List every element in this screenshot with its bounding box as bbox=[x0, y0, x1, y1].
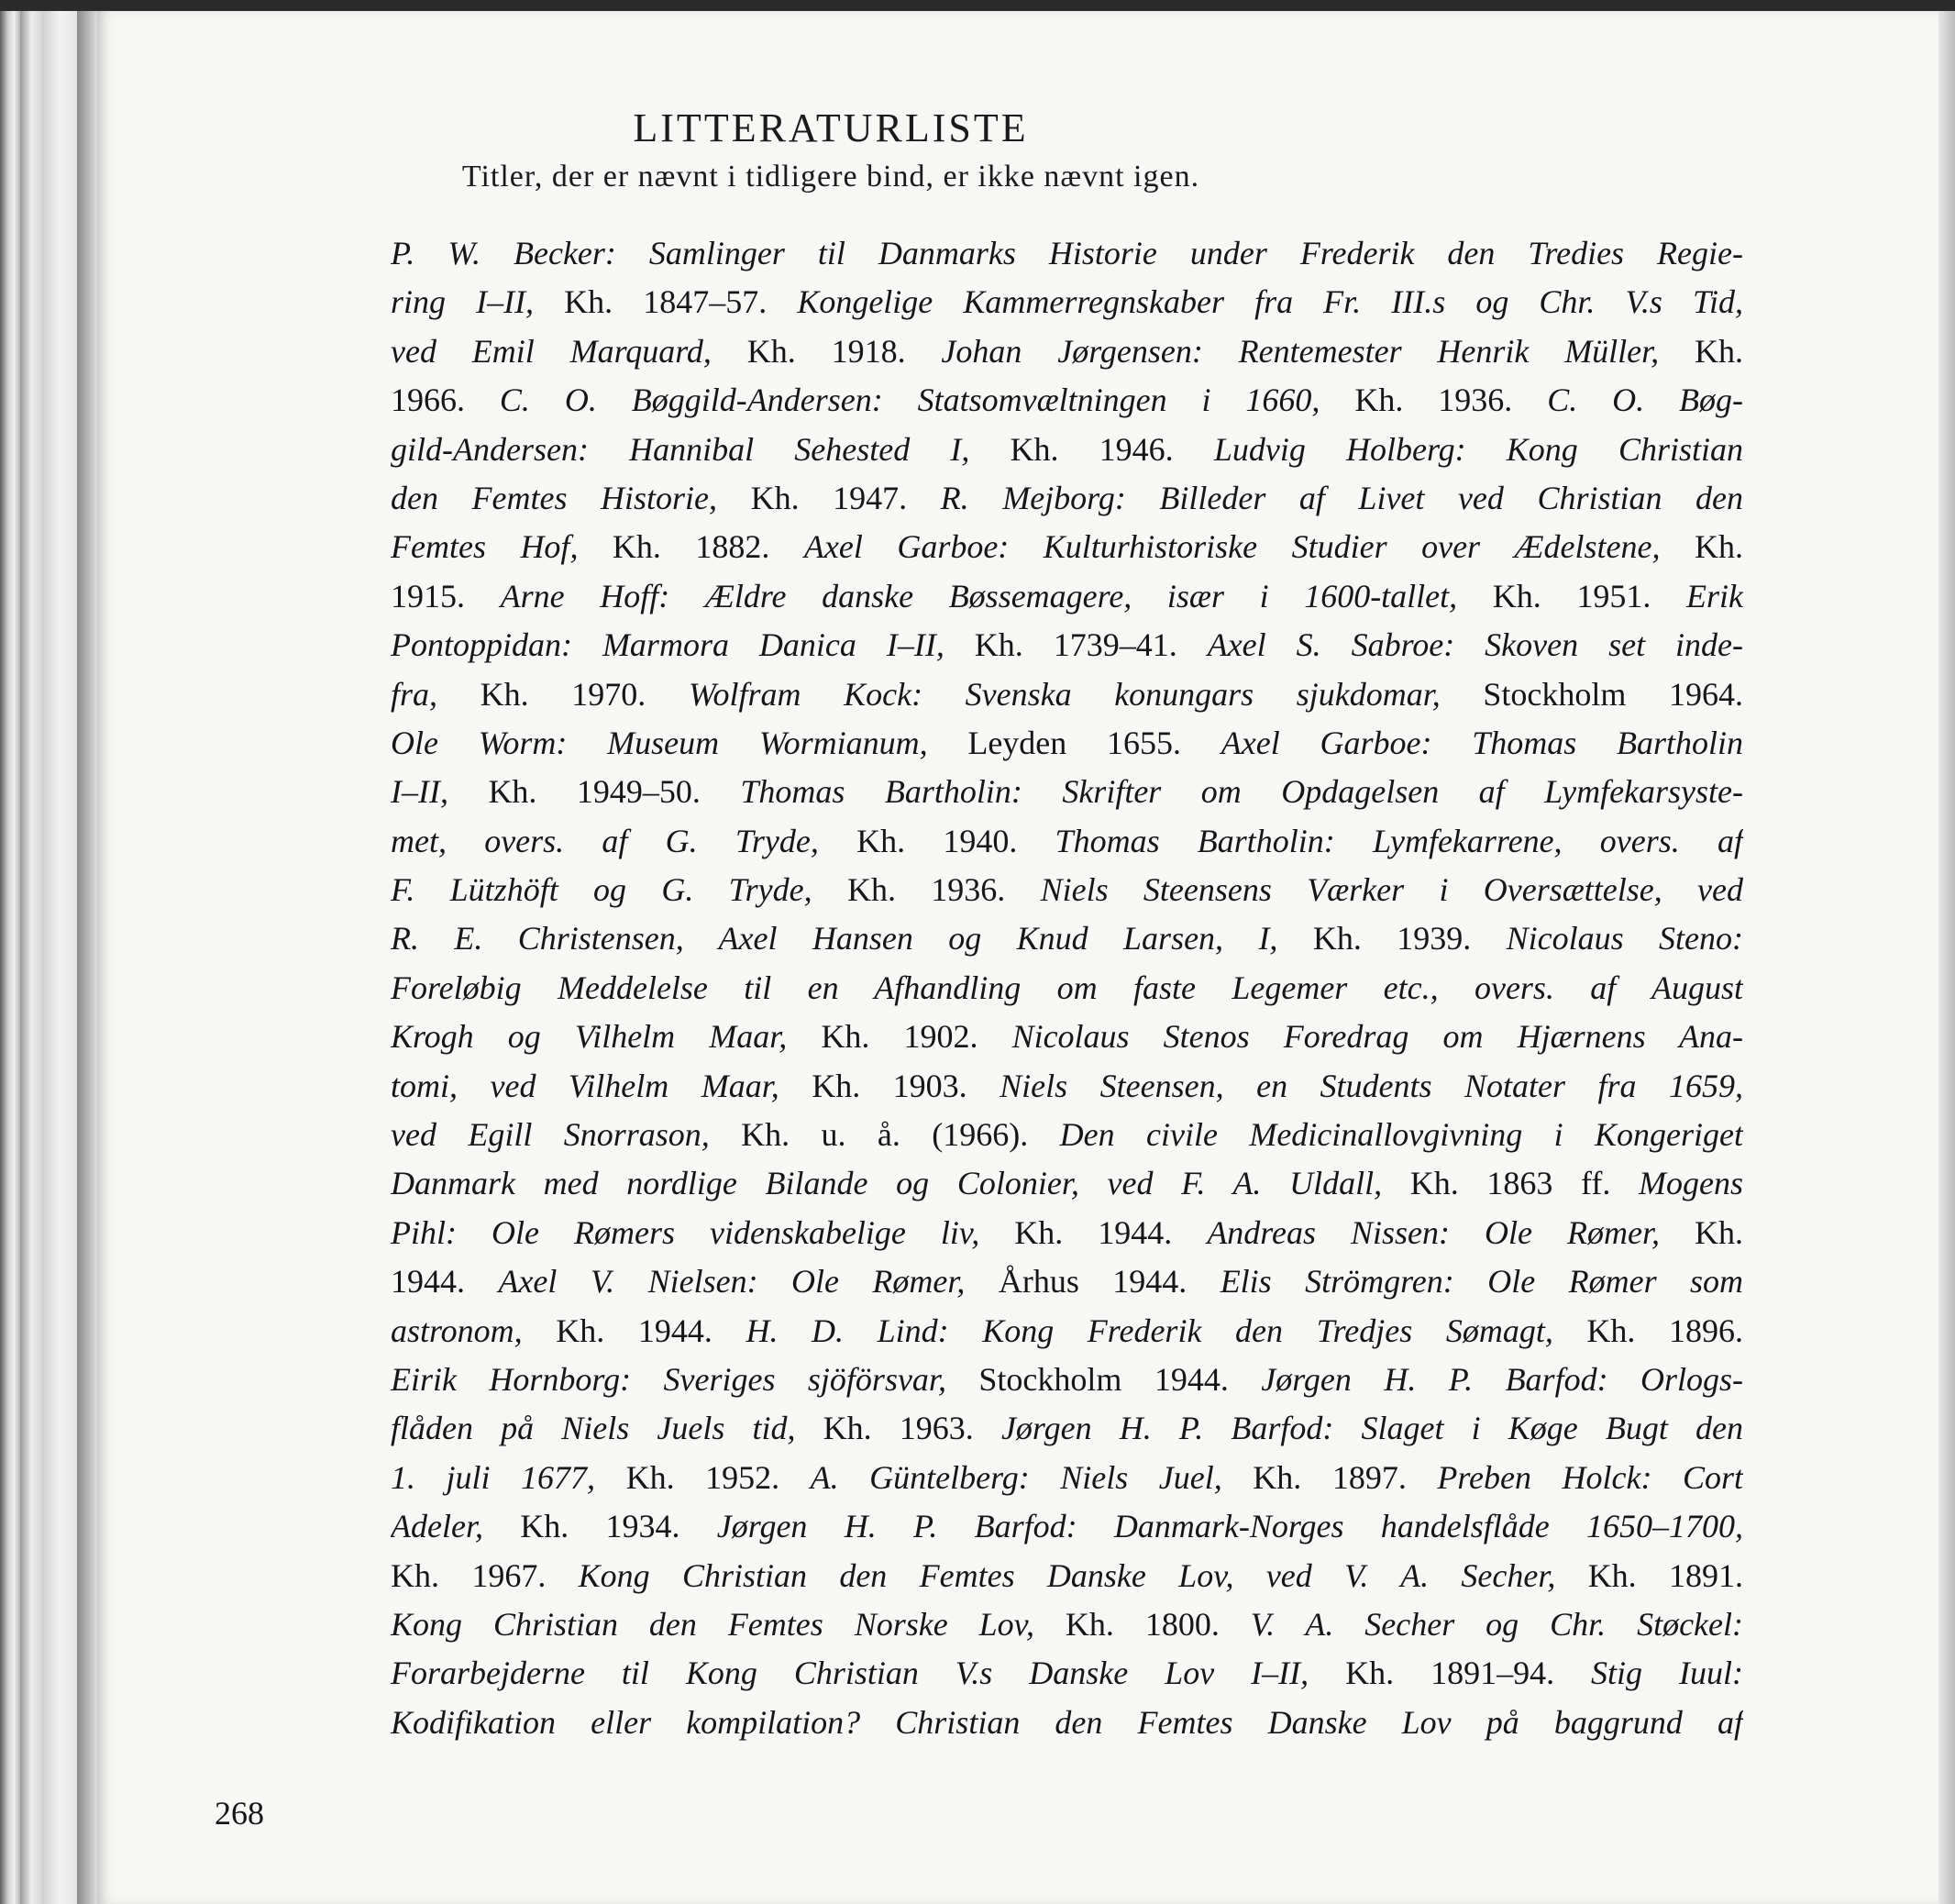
italic-segment: Ole Worm: Museum Wormianum, bbox=[391, 724, 968, 761]
text-line bbox=[391, 1209, 1743, 1257]
text-line bbox=[391, 719, 1743, 768]
italic-segment: Forarbejderne til Kong Christian V.s Danske Lov I–II, bbox=[391, 1655, 1346, 1692]
text-line bbox=[391, 1649, 1743, 1698]
italic-segment: Nicolaus Steno: bbox=[1506, 920, 1743, 958]
roman-segment: Stockholm 1944. bbox=[978, 1360, 1262, 1398]
roman-segment: Leyden 1655. bbox=[967, 724, 1221, 761]
italic-segment: Danmark med nordlige Bilande og Colonier, ved F. A. Uldall, bbox=[391, 1165, 1410, 1202]
text-line bbox=[391, 1307, 1743, 1356]
italic-segment: Den civile Medicinallovgivning i Kongeriget bbox=[1059, 1116, 1743, 1154]
text-line bbox=[391, 1552, 1743, 1600]
italic-segment: Mogens bbox=[1639, 1165, 1743, 1202]
text-line bbox=[391, 621, 1743, 670]
text-line bbox=[391, 1600, 1743, 1649]
roman-segment: Kh. u. å. (1966). bbox=[741, 1116, 1060, 1154]
text-line bbox=[391, 1454, 1743, 1502]
roman-segment: 1915. bbox=[391, 577, 501, 614]
italic-segment: 1. juli 1677, bbox=[391, 1458, 626, 1496]
italic-segment: ved Egill Snorrason, bbox=[391, 1116, 742, 1154]
text-line bbox=[391, 1062, 1743, 1111]
italic-segment: Thomas Bartholin: Lymfekarrene, overs. af bbox=[1055, 822, 1743, 859]
roman-segment: Stockholm 1964. bbox=[1483, 675, 1743, 713]
text-line bbox=[391, 866, 1743, 914]
text-line bbox=[391, 278, 1743, 327]
italic-segment: fra, bbox=[391, 675, 480, 713]
italic-segment: tomi, ved Vilhelm Maar, bbox=[391, 1067, 812, 1104]
italic-segment: Nicolaus Stenos Foredrag om Hjærnens Ana- bbox=[1011, 1018, 1743, 1056]
roman-segment: Kh. 1902. bbox=[821, 1018, 1012, 1056]
italic-segment: Arne Hoff: Ældre danske Bøssemagere, især i 1600-tallet, bbox=[500, 577, 1493, 614]
roman-segment: Kh. 1944. bbox=[556, 1312, 746, 1349]
roman-segment: Kh. 1944. bbox=[1014, 1213, 1208, 1251]
roman-segment: Kh. 1946. bbox=[1010, 430, 1214, 468]
book-right-edge bbox=[1938, 11, 1955, 1904]
italic-segment: V. A. Secher og Chr. Støckel: bbox=[1250, 1605, 1743, 1643]
italic-segment: gild-Andersen: Hannibal Sehested I, bbox=[391, 430, 1011, 468]
text-line bbox=[391, 1699, 1743, 1747]
roman-segment: Kh. 1918. bbox=[746, 332, 942, 370]
roman-segment: Kh. 1952. bbox=[625, 1458, 811, 1496]
italic-segment: Kodifikation eller kompilation? Christian den Femtes Danske Lov på baggrund af bbox=[391, 1703, 1743, 1741]
page-stack-edge bbox=[20, 11, 42, 1904]
text-line bbox=[391, 426, 1743, 474]
italic-segment: Andreas Nissen: Ole Rømer, bbox=[1207, 1213, 1695, 1251]
italic-segment: I–II, bbox=[391, 773, 489, 811]
italic-segment: C. O. Bøggild-Andersen: Statsomvæltningen i 1660, bbox=[499, 382, 1355, 419]
roman-segment: Kh. 1947. bbox=[750, 479, 941, 516]
roman-segment: Kh. 1939. bbox=[1312, 920, 1507, 958]
text-line bbox=[391, 1111, 1743, 1159]
roman-segment: Kh. 1891. bbox=[1587, 1556, 1743, 1594]
roman-segment: Kh. 1970. bbox=[480, 675, 689, 713]
text-line bbox=[391, 1013, 1743, 1061]
italic-segment: Ludvig Holberg: Kong Christian bbox=[1213, 430, 1743, 468]
italic-segment: F. Lützhöft og G. Tryde, bbox=[391, 871, 847, 909]
italic-segment: ring I–II, bbox=[391, 283, 565, 321]
roman-segment: Kh. 1847–57. bbox=[564, 283, 798, 321]
italic-segment: Kong Christian den Femtes Danske Lov, ved V. A. Secher, bbox=[578, 1556, 1588, 1594]
roman-segment: Kh. 1863 ff. bbox=[1409, 1165, 1640, 1202]
text-line bbox=[391, 1356, 1743, 1404]
italic-segment: Niels Steensens Værker i Oversættelse, ved bbox=[1040, 871, 1743, 909]
text-line bbox=[391, 229, 1743, 278]
italic-segment: Jørgen H. P. Barfod: Orlogs- bbox=[1261, 1360, 1743, 1398]
text-line bbox=[391, 1159, 1743, 1208]
text-line bbox=[391, 1257, 1743, 1306]
italic-segment: Pihl: Ole Rømers videnskabelige liv, bbox=[391, 1213, 1015, 1251]
text-line bbox=[391, 817, 1743, 866]
roman-segment: Kh. 1963. bbox=[823, 1410, 1001, 1447]
book-gutter bbox=[77, 11, 97, 1904]
italic-segment: Jørgen H. P. Barfod: Danmark-Norges handelsflåde 1650–1700, bbox=[716, 1508, 1743, 1545]
italic-segment: astronom, bbox=[391, 1312, 557, 1349]
text-line bbox=[391, 327, 1743, 376]
roman-segment: Kh. 1897. bbox=[1253, 1458, 1438, 1496]
roman-segment: Kh. 1739–41. bbox=[974, 626, 1208, 664]
roman-segment: Kh. 1951. bbox=[1492, 577, 1687, 614]
italic-segment: met, overs. af G. Tryde, bbox=[391, 822, 857, 859]
roman-segment: 1944. bbox=[391, 1263, 499, 1301]
roman-segment: Kh. 1800. bbox=[1065, 1605, 1251, 1643]
italic-segment: P. W. Becker: Samlinger til Danmarks Historie under Frederik den Tredies Regie- bbox=[391, 235, 1743, 271]
italic-segment: C. O. Bøg- bbox=[1547, 382, 1743, 419]
italic-segment: Jørgen H. P. Barfod: Slaget i Køge Bugt den bbox=[1000, 1410, 1743, 1447]
italic-segment: Adeler, bbox=[391, 1508, 521, 1545]
roman-segment: Kh. 1936. bbox=[846, 871, 1041, 909]
text-line bbox=[391, 572, 1743, 621]
roman-segment: Kh. bbox=[1695, 528, 1743, 566]
italic-segment: den Femtes Historie, bbox=[391, 479, 751, 516]
italic-segment: Kong Christian den Femtes Norske Lov, bbox=[391, 1605, 1066, 1643]
book-top-edge bbox=[0, 0, 1955, 11]
roman-segment: Kh. 1967. bbox=[391, 1556, 579, 1594]
italic-segment: Preben Holck: Cort bbox=[1437, 1458, 1743, 1496]
page-stack-edge bbox=[0, 11, 20, 1904]
italic-segment: Stig Iuul: bbox=[1591, 1655, 1743, 1692]
italic-segment: Axel V. Nielsen: Ole Rømer, bbox=[498, 1263, 999, 1301]
italic-segment: Thomas Bartholin: Skrifter om Opdagelsen af Lymfekarsyste- bbox=[740, 773, 1743, 811]
roman-segment: Kh. 1949–50. bbox=[488, 773, 741, 811]
roman-segment: Kh. bbox=[1695, 1213, 1743, 1251]
italic-segment: Eirik Hornborg: Sveriges sjöförsvar, bbox=[391, 1360, 979, 1398]
italic-segment: R. E. Christensen, Axel Hansen og Knud Larsen, I, bbox=[391, 920, 1313, 958]
italic-segment: H. D. Lind: Kong Frederik den Tredjes Sømagt, bbox=[746, 1312, 1587, 1349]
italic-segment: Axel Garboe: Thomas Bartholin bbox=[1220, 724, 1743, 761]
italic-segment: Wolfram Kock: Svenska konungars sjukdomar, bbox=[688, 675, 1484, 713]
italic-segment: Johan Jørgensen: Rentemester Henrik Müller, bbox=[941, 332, 1695, 370]
italic-segment: flåden på Niels Juels tid, bbox=[391, 1410, 823, 1447]
text-line bbox=[391, 523, 1743, 571]
page-title: LITTERATURLISTE bbox=[633, 105, 1029, 150]
italic-segment: Axel Garboe: Kulturhistoriske Studier over Ædelstene, bbox=[803, 528, 1695, 566]
text-line bbox=[391, 964, 1743, 1013]
book-page bbox=[97, 11, 1938, 1904]
italic-segment: Pontoppidan: Marmora Danica I–II, bbox=[391, 626, 975, 664]
roman-segment: Kh. 1940. bbox=[856, 822, 1055, 859]
italic-segment: Femtes Hof, bbox=[391, 528, 613, 566]
roman-segment: Kh. 1903. bbox=[812, 1067, 1000, 1104]
text-line bbox=[391, 1502, 1743, 1551]
text-line bbox=[391, 670, 1743, 719]
italic-segment: Foreløbig Meddelelse til en Afhandling om faste Legemer etc., overs. af August bbox=[391, 969, 1743, 1006]
italic-segment: Axel S. Sabroe: Skoven set inde- bbox=[1207, 626, 1743, 664]
text-line bbox=[391, 768, 1743, 816]
italic-segment: Krogh og Vilhelm Maar, bbox=[391, 1018, 822, 1056]
roman-segment: Kh. 1936. bbox=[1354, 382, 1548, 419]
italic-segment: A. Güntelberg: Niels Juel, bbox=[810, 1458, 1254, 1496]
roman-segment: Kh. bbox=[1695, 332, 1743, 370]
page-stack-edge bbox=[42, 11, 77, 1904]
italic-segment: Kongelige Kammerregnskaber fra Fr. III.s og Chr. V.s Tid, bbox=[797, 283, 1743, 321]
roman-segment: Kh. 1891–94. bbox=[1345, 1655, 1592, 1692]
page-subtitle: Titler, der er nævnt i tidligere bind, er ikke nævnt igen. bbox=[461, 160, 1200, 194]
roman-segment: Kh. 1896. bbox=[1586, 1312, 1743, 1349]
bibliography-text bbox=[391, 229, 1743, 1747]
roman-segment: Århus 1944. bbox=[998, 1263, 1220, 1301]
roman-segment: Kh. 1882. bbox=[612, 528, 804, 566]
text-line bbox=[391, 1404, 1743, 1453]
italic-segment: ved Emil Marquard, bbox=[391, 332, 747, 370]
page-number: 268 bbox=[215, 1795, 264, 1832]
italic-segment: R. Mejborg: Billeder af Livet ved Christian den bbox=[940, 479, 1743, 516]
text-line bbox=[391, 474, 1743, 523]
roman-segment: Kh. 1934. bbox=[520, 1508, 717, 1545]
italic-segment: Erik bbox=[1686, 577, 1743, 614]
text-line bbox=[391, 914, 1743, 963]
roman-segment: 1966. bbox=[391, 382, 500, 419]
italic-segment: Niels Steensen, en Students Notater fra 1659, bbox=[1000, 1067, 1743, 1104]
text-line bbox=[391, 376, 1743, 425]
italic-segment: Elis Strömgren: Ole Rømer som bbox=[1220, 1263, 1743, 1301]
